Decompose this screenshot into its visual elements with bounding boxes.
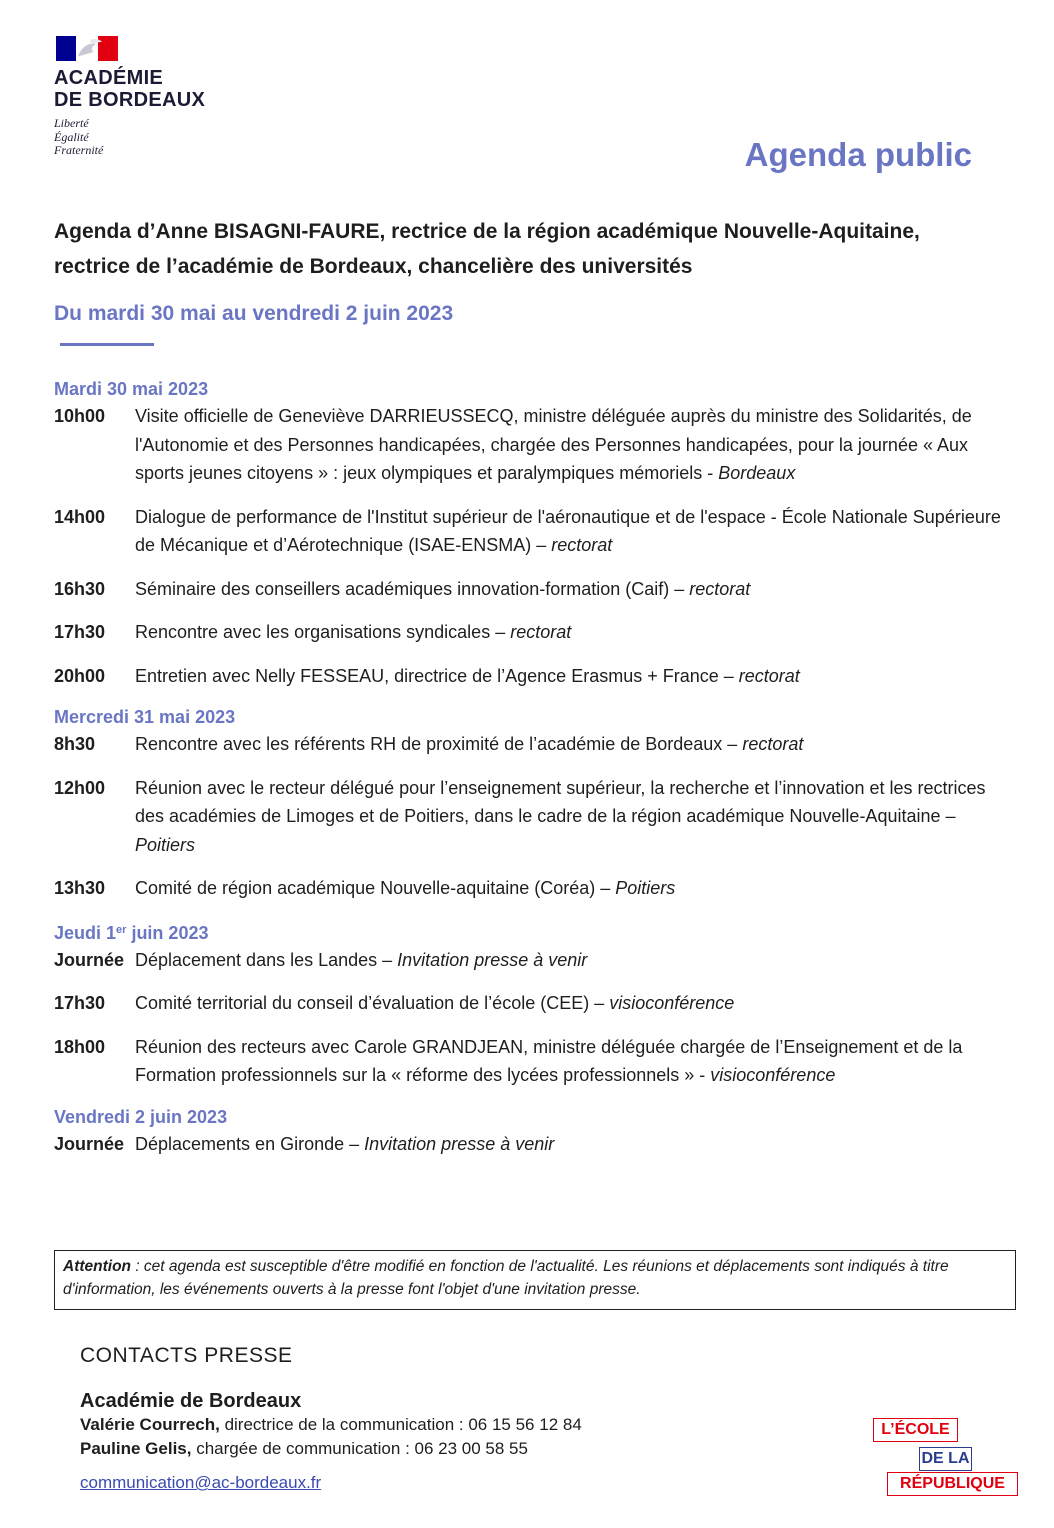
- contact-role: directrice de la communication : 06 15 56 12 84: [219, 1415, 582, 1434]
- ecole-logo-line3: RÉPUBLIQUE: [887, 1472, 1018, 1496]
- event-time: 20h00: [54, 665, 106, 686]
- disclaimer-label: Attention: [63, 1258, 132, 1275]
- contact-name: Valérie Courrech,: [80, 1415, 220, 1434]
- motto-egalite: Égalité: [54, 129, 89, 144]
- academy-name-line1: ACADÉMIE: [54, 67, 164, 89]
- motto-liberte: Liberté: [54, 116, 89, 130]
- contacts-organization: Académie de Bordeaux: [80, 1390, 302, 1412]
- agenda-event: [54, 989, 1014, 1018]
- event-description: [135, 402, 1014, 488]
- contact-email-link[interactable]: communication@ac-bordeaux.fr: [80, 1473, 322, 1492]
- contact-person: [80, 1437, 780, 1461]
- event-location: Poitiers: [615, 878, 676, 898]
- period-underline: [60, 343, 154, 346]
- day-title-ordinal: er: [116, 923, 127, 936]
- contacts-title: CONTACTS PRESSE: [80, 1344, 293, 1367]
- event-description: [135, 503, 1014, 560]
- event-time: 18h00: [54, 1036, 106, 1057]
- disclaimer-box: [54, 1250, 1016, 1310]
- day-title: [54, 917, 1014, 946]
- agenda-event: [54, 874, 1014, 903]
- event-location: Invitation presse à venir: [397, 949, 588, 970]
- contact-name: Pauline Gelis,: [80, 1439, 192, 1458]
- day-title: Vendredi 2 juin 2023: [54, 1106, 228, 1127]
- event-description: [135, 989, 1014, 1018]
- event-location: rectorat: [551, 535, 613, 555]
- event-description: [135, 730, 1014, 759]
- agenda-event: [54, 774, 1014, 860]
- event-location: Bordeaux: [718, 463, 796, 483]
- agenda-event: [54, 1033, 1014, 1090]
- event-text: Rencontre avec les organisations syndicales –: [135, 622, 511, 642]
- event-description: [135, 774, 1014, 860]
- disclaimer-text: : cet agenda est susceptible d'être modifié en fonction de l'actualité. Les réunions et déplacements sont indiqués à titre d'information, les événements ouverts à la presse font l'objet d'une invitation presse.: [63, 1258, 949, 1298]
- academy-logo: [54, 36, 254, 158]
- agenda-period: Du mardi 30 mai au vendredi 2 juin 2023: [54, 302, 454, 325]
- agenda-title: Agenda d’Anne BISAGNI-FAURE, rectrice de la région académique Nouvelle-Aquitaine, rectrice de l’académie de Bordeaux, chancelière des universités: [54, 220, 920, 278]
- agenda-event: [54, 402, 1014, 488]
- event-time: Journée: [54, 1133, 125, 1154]
- event-text: Déplacement dans les Landes –: [135, 949, 398, 970]
- event-location: Poitiers: [135, 834, 196, 855]
- ecole-logo-line2: DE LA: [919, 1447, 972, 1471]
- event-location: rectorat: [742, 734, 804, 754]
- event-time: 17h30: [54, 622, 106, 642]
- event-text: Dialogue de performance de l'Institut supérieur de l'aéronautique et de l'espace - École Nationale Supérieure de Mécanique et d’Aérotechnique (ISAE-ENSMA) –: [135, 506, 1001, 555]
- day-section: [54, 917, 1014, 1090]
- day-section: [54, 1104, 1014, 1159]
- event-time: 8h30: [54, 734, 96, 754]
- event-time: 17h30: [54, 993, 106, 1013]
- event-location: rectorat: [738, 665, 800, 686]
- event-text: Visite officielle de Geneviève DARRIEUSSECQ, ministre déléguée auprès du ministre des Solidarités, de l'Autonomie et des Personnes handicapées, chargée des Personnes handicapées, pour la journée « Aux sports jeunes citoyens » : jeux olympiques et paralympiques mémoriels -: [135, 406, 972, 483]
- motto-fraternite: Fraternité: [54, 143, 104, 157]
- agenda-event: [54, 662, 1014, 691]
- event-time: 14h00: [54, 506, 106, 527]
- event-description: [135, 946, 1014, 975]
- academy-name: [54, 67, 254, 111]
- agenda-event: [54, 946, 1014, 975]
- event-time: 12h00: [54, 777, 106, 798]
- event-time: Journée: [54, 949, 125, 970]
- event-description: [135, 618, 1014, 647]
- event-time: 16h30: [54, 578, 106, 599]
- ecole-republique-logo: [873, 1418, 1023, 1500]
- event-text: Déplacements en Gironde –: [135, 1133, 365, 1154]
- event-description: [135, 1130, 1014, 1159]
- day-title-end: juin 2023: [126, 922, 209, 943]
- event-text: Rencontre avec les référents RH de proximité de l’académie de Bordeaux –: [135, 734, 743, 754]
- event-description: [135, 575, 1014, 604]
- event-location: rectorat: [510, 622, 572, 642]
- agenda-days: [54, 376, 1014, 1172]
- academy-name-line2: DE BORDEAUX: [54, 89, 206, 111]
- day-title-start: Jeudi 1: [54, 922, 117, 943]
- event-text: Réunion avec le recteur délégué pour l’enseignement supérieur, la recherche et l’innovation et les rectrices des académies de Limoges et de Poitiers, dans le cadre de la région académique Nouvelle-Aquitaine –: [135, 777, 986, 826]
- event-text: Entretien avec Nelly FESSEAU, directrice de l’Agence Erasmus + France –: [135, 665, 739, 686]
- day-title: Mercredi 31 mai 2023: [54, 707, 236, 727]
- ecole-logo-line1: L’ÉCOLE: [873, 1418, 958, 1442]
- day-title: Mardi 30 mai 2023: [54, 379, 209, 399]
- event-description: [135, 662, 1014, 691]
- event-text: Séminaire des conseillers académiques innovation-formation (Caif) –: [135, 578, 690, 599]
- event-location: rectorat: [689, 578, 751, 599]
- event-location: Invitation presse à venir: [364, 1133, 555, 1154]
- press-contacts: [80, 1344, 780, 1493]
- event-text: Comité de région académique Nouvelle-aquitaine (Coréa) –: [135, 878, 616, 898]
- agenda-event: [54, 575, 1014, 604]
- marianne-flag-icon: [56, 36, 118, 61]
- event-time: 13h30: [54, 878, 106, 898]
- event-text: Comité territorial du conseil d’évaluation de l’école (CEE) –: [135, 993, 610, 1013]
- day-section: [54, 704, 1014, 903]
- event-description: [135, 1033, 1014, 1090]
- event-description: [135, 874, 1014, 903]
- document-type-heading: Agenda public: [744, 136, 972, 173]
- agenda-event: [54, 503, 1014, 560]
- event-location: visioconférence: [710, 1065, 836, 1085]
- contact-role: chargée de communication : 06 23 00 58 55: [191, 1439, 528, 1458]
- republic-motto: [54, 117, 254, 158]
- event-time: 10h00: [54, 406, 106, 426]
- agenda-event: [54, 730, 1014, 759]
- event-location: visioconférence: [609, 993, 735, 1013]
- event-text: Réunion des recteurs avec Carole GRANDJEAN, ministre déléguée chargée de l’Enseignement et de la Formation professionnels sur la « réforme des lycées professionnels » -: [135, 1036, 963, 1085]
- agenda-event: [54, 1130, 1014, 1159]
- agenda-event: [54, 618, 1014, 647]
- day-section: [54, 376, 1014, 690]
- contact-person: [80, 1413, 780, 1437]
